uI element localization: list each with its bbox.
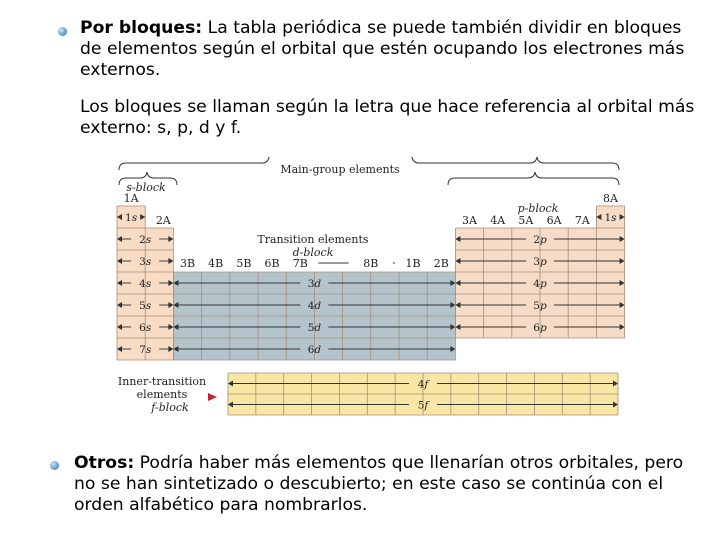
bullet-1-body: La tabla periódica se puede también dividir en bloques de elementos según el orbital que estén ocupando los electrones más externos. [80,18,685,80]
group-label-1A: 1A [123,192,139,205]
orbital-label: 4p [533,278,547,290]
orbital-label: 7s [139,344,152,356]
orbital-label: 2p [533,234,547,246]
inner-transition-label: elements [136,388,188,401]
group-label-6A: 6A [546,214,562,227]
bullet-2-body: Podría haber más elementos que llenarían otros orbitales, pero no se han sintetizado o descubierto; en este caso se continúa con el orden alfabético para nombrarlos. [74,453,684,515]
orbital-label: 3s [139,256,152,268]
orbital-label: 1s [604,212,617,224]
group-label-6B: 6B [264,257,280,270]
p-block-title: p-block [517,202,559,215]
orbital-label: 3p [533,256,547,268]
p-block-brace [448,172,619,185]
group-label-8B: 8B [363,257,379,270]
orbital-label: 1s [125,212,138,224]
pointer-icon [208,393,217,401]
bullet-2-lead: Otros: [74,453,135,473]
group-label-3A: 3A [462,214,477,227]
d-block-title: d-block [292,246,334,259]
orbital-label: 5s [139,300,152,312]
s-block-title: s-block [126,181,166,194]
orbital-label: 4f [417,378,429,391]
group-label-4A: 4A [490,214,506,227]
f-block-title: f-block [151,401,189,414]
orbital-label: 5d [307,322,322,334]
orbital-label: 6p [533,322,547,334]
orbital-label: 3d [307,278,322,290]
orbital-label: 5f [417,399,429,412]
orbital-label: 4s [139,278,152,290]
group-label-3B: 3B [179,257,196,270]
orbital-label: 6d [307,344,322,356]
group-label-5B: 5B [236,257,252,270]
orbital-label: 4d [307,300,322,312]
inner-transition-label: Inner-transition [117,375,207,388]
group-label-7A: 7A [574,214,590,227]
main-group-brace-right [438,157,619,170]
group-label-4B: 4B [208,257,224,270]
group-label-8A: 8A [603,192,618,205]
group-label-1B: 1B [405,257,421,270]
orbital-label: 6s [139,322,152,334]
bullet-1-lead: Por bloques: [80,18,203,38]
main-group-title: Main-group elements [280,163,400,176]
group-label-5A: 5A [518,214,534,227]
orbital-label: 5p [533,300,547,312]
transition-title: Transition elements [257,233,369,246]
bullet-1-body-2: Los bloques se llaman según la letra que hace referencia al orbital más externo: s, p, d y f. [80,97,695,138]
group-label-2A: 2A [155,214,171,227]
group-label-2B: 2B [433,257,449,270]
group-label-7B: 7B [292,257,308,270]
orbital-label: 2s [139,234,152,246]
